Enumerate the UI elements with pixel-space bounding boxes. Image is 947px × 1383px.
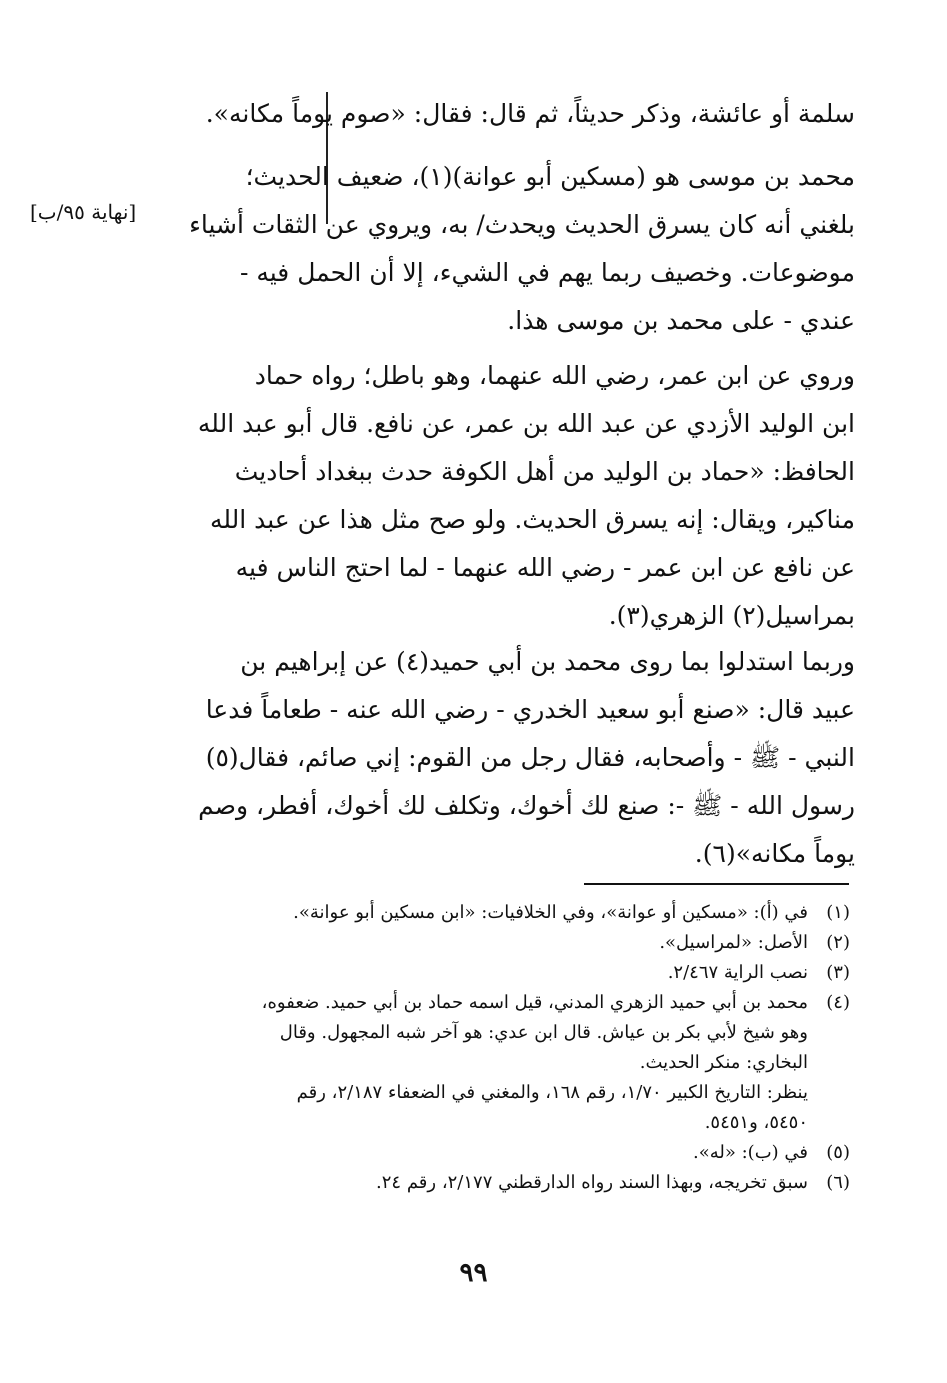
footnote-text: ٥٤٥٠، و٥٤٥١. [704, 1112, 808, 1133]
footnote-text: محمد بن أبي حميد الزهري المدني، قيل اسمه حماد بن أبي حميد. ضعفوه، [261, 992, 808, 1013]
footnote-5 [150, 1138, 850, 1168]
text-line: بلغني أنه كان يسرق الحديث ويحدث/ به، ويروي عن الثقات أشياء [189, 210, 855, 239]
footnote-separator [584, 883, 849, 885]
paragraph-2 [150, 153, 855, 345]
footnote-text: في (ب): «له». [693, 1142, 808, 1163]
paragraph-3 [150, 352, 855, 640]
text-line: سلمة أو عائشة، وذكر حديثاً، ثم قال: فقال: «صوم يوماً مكانه». [205, 99, 855, 128]
text-line: موضوعات. وخصيف ربما يهم في الشيء، إلا أن الحمل فيه - [239, 258, 855, 287]
text-line: الحافظ: «حماد بن الوليد من أهل الكوفة حدث ببغداد أحاديث [234, 457, 855, 486]
page-number: ٩٩ [459, 1258, 488, 1288]
text-line: يوماً مكانه»(٦). [694, 839, 855, 868]
footnote-text: ينظر: التاريخ الكبير ١/٧٠، رقم ١٦٨، والمغني في الضعفاء ٢/١٨٧، رقم [296, 1082, 808, 1103]
paragraph-1 [150, 90, 855, 138]
footnote-2 [150, 928, 850, 958]
footnote-number: (٢) [826, 932, 850, 953]
footnote-number: (١) [826, 902, 850, 923]
footnote-text: وهو شيخ لأبي بكر بن عياش. قال ابن عدي: هو آخر شبه المجهول. وقال [279, 1022, 808, 1043]
text-line: عندي - على محمد بن موسى هذا. [507, 306, 855, 335]
footnote-number: (٤) [826, 992, 850, 1013]
text-line: عبيد قال: «صنع أبو سعيد الخدري - رضي الله عنه - طعاماً فدعا [205, 695, 855, 724]
footnote-text: في (أ): «مسكين أو عوانة»، وفي الخلافيات: «ابن مسكين أبو عوانة». [293, 902, 808, 923]
footnote-text: البخاري: منكر الحديث. [639, 1052, 808, 1073]
footnote-text: سبق تخريجه، وبهذا السند رواه الدارقطني ٢/١٧٧، رقم ٢٤. [376, 1172, 808, 1193]
footnote-6 [150, 1168, 850, 1198]
text-line: رسول الله - ﷺ -: صنع لك أخوك، وتكلف لك أخوك، أفطر، وصم [198, 791, 855, 820]
footnote-number: (٥) [826, 1142, 850, 1163]
text-line: بمراسيل(٢) الزهري(٣). [608, 601, 855, 630]
text-line: النبي - ﷺ - وأصحابه، فقال رجل من القوم: إني صائم، فقال(٥) [205, 743, 855, 772]
footnote-number: (٦) [826, 1172, 850, 1193]
text-line: وروي عن ابن عمر، رضي الله عنهما، وهو باطل؛ رواه حماد [254, 361, 855, 390]
text-line: ابن الوليد الأزدي عن عبد الله بن عمر، عن نافع. قال أبو عبد الله [197, 409, 855, 438]
footnote-1 [150, 898, 850, 928]
footnotes [150, 898, 850, 1198]
text-line: محمد بن موسى هو (مسكين أبو عوانة)(١)، ضعيف الحديث؛ [245, 162, 855, 191]
footnote-text: نصب الراية ٢/٤٦٧. [667, 962, 808, 983]
footnote-text: الأصل: «لمراسيل». [659, 932, 808, 953]
paragraph-4 [150, 638, 855, 878]
text-line: مناكير، ويقال: إنه يسرق الحديث. ولو صح مثل هذا عن عبد الله [209, 505, 855, 534]
footnote-4 [150, 988, 850, 1138]
text-line: وربما استدلوا بما روى محمد بن أبي حميد(٤) عن إبراهيم بن [240, 647, 855, 676]
margin-note: [نهاية ٩٥/ب] [30, 200, 137, 224]
text-line: عن نافع عن ابن عمر - رضي الله عنهما - لما احتج الناس فيه [235, 553, 855, 582]
footnote-3 [150, 958, 850, 988]
footnote-number: (٣) [826, 962, 850, 983]
